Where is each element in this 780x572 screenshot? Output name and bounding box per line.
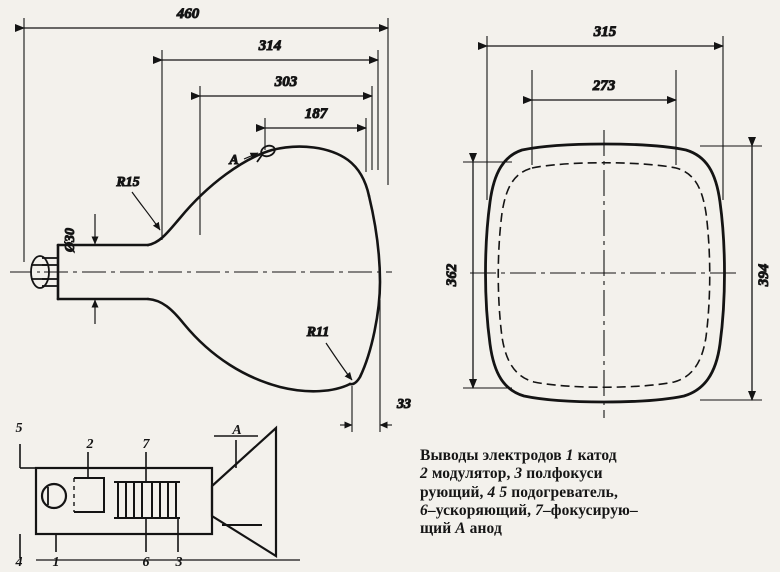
caption-num-2: 2 bbox=[420, 465, 428, 483]
pin-label-2: 2 bbox=[86, 437, 94, 452]
caption-line4-a: –ускоряющий, bbox=[427, 501, 536, 519]
dim-460-label: 460 bbox=[176, 6, 200, 22]
pin-label-3: 3 bbox=[175, 555, 183, 570]
front-view-group bbox=[444, 24, 772, 418]
cathode-circle bbox=[42, 484, 66, 508]
dim-362-label: 362 bbox=[444, 263, 460, 287]
dim-273-label: 273 bbox=[592, 78, 616, 94]
caption-num-7: 7 bbox=[535, 501, 543, 519]
dim-315-label: 315 bbox=[593, 24, 617, 40]
electrode-legend-caption bbox=[420, 447, 772, 538]
front-view-centerlines bbox=[470, 130, 740, 418]
radius-11-label: R11 bbox=[306, 325, 330, 340]
caption-line5-a: щий bbox=[420, 520, 456, 538]
caption-line4-b: –фокусирую– bbox=[542, 501, 638, 519]
caption-num-5: 5 bbox=[499, 483, 508, 501]
caption-num-3: 3 bbox=[514, 465, 523, 483]
caption-num-A: A bbox=[455, 520, 466, 538]
pin-label-A: A bbox=[232, 423, 242, 438]
dim-314-label: 314 bbox=[258, 38, 282, 54]
dim-diameter-30-label: Ø30 bbox=[63, 227, 78, 253]
modulator-bracket bbox=[74, 478, 104, 512]
caption-line3-a: рующий, bbox=[420, 483, 488, 501]
anode-label-A: A bbox=[229, 153, 239, 168]
pin-label-1: 1 bbox=[52, 555, 60, 570]
dim-460 bbox=[24, 18, 388, 262]
electrode-grids bbox=[114, 482, 180, 518]
dim-303-label: 303 bbox=[274, 74, 298, 90]
pin-label-5: 5 bbox=[15, 421, 23, 436]
anode-cone bbox=[212, 428, 276, 556]
caption-line2-b: полфокуси bbox=[522, 465, 603, 483]
dim-33-label: 33 bbox=[397, 397, 411, 412]
caption-line1-pre: Выводы электродов bbox=[420, 447, 566, 464]
caption-line2-a: модулятор, bbox=[427, 465, 515, 483]
gun-body bbox=[36, 468, 212, 534]
caption-num-4: 4 bbox=[487, 483, 496, 501]
dim-315 bbox=[487, 36, 723, 200]
caption-line3-b: подогреватель, bbox=[507, 483, 618, 501]
caption-line1-post: катод bbox=[573, 447, 617, 464]
pin-label-4: 4 bbox=[15, 555, 23, 570]
caption-num-6: 6 bbox=[420, 501, 428, 519]
pin-label-7: 7 bbox=[142, 437, 150, 452]
tube-outline bbox=[58, 147, 380, 392]
radius-15-label: R15 bbox=[116, 175, 140, 190]
pin-label-6: 6 bbox=[142, 555, 150, 570]
side-view-group bbox=[10, 6, 411, 432]
dim-303 bbox=[200, 86, 372, 235]
dim-187-label: 187 bbox=[304, 106, 328, 122]
caption-num-1: 1 bbox=[565, 447, 574, 464]
dim-394-label: 394 bbox=[756, 263, 772, 287]
electrode-schematic-group bbox=[20, 428, 300, 560]
caption-line5-b: анод bbox=[465, 520, 502, 538]
